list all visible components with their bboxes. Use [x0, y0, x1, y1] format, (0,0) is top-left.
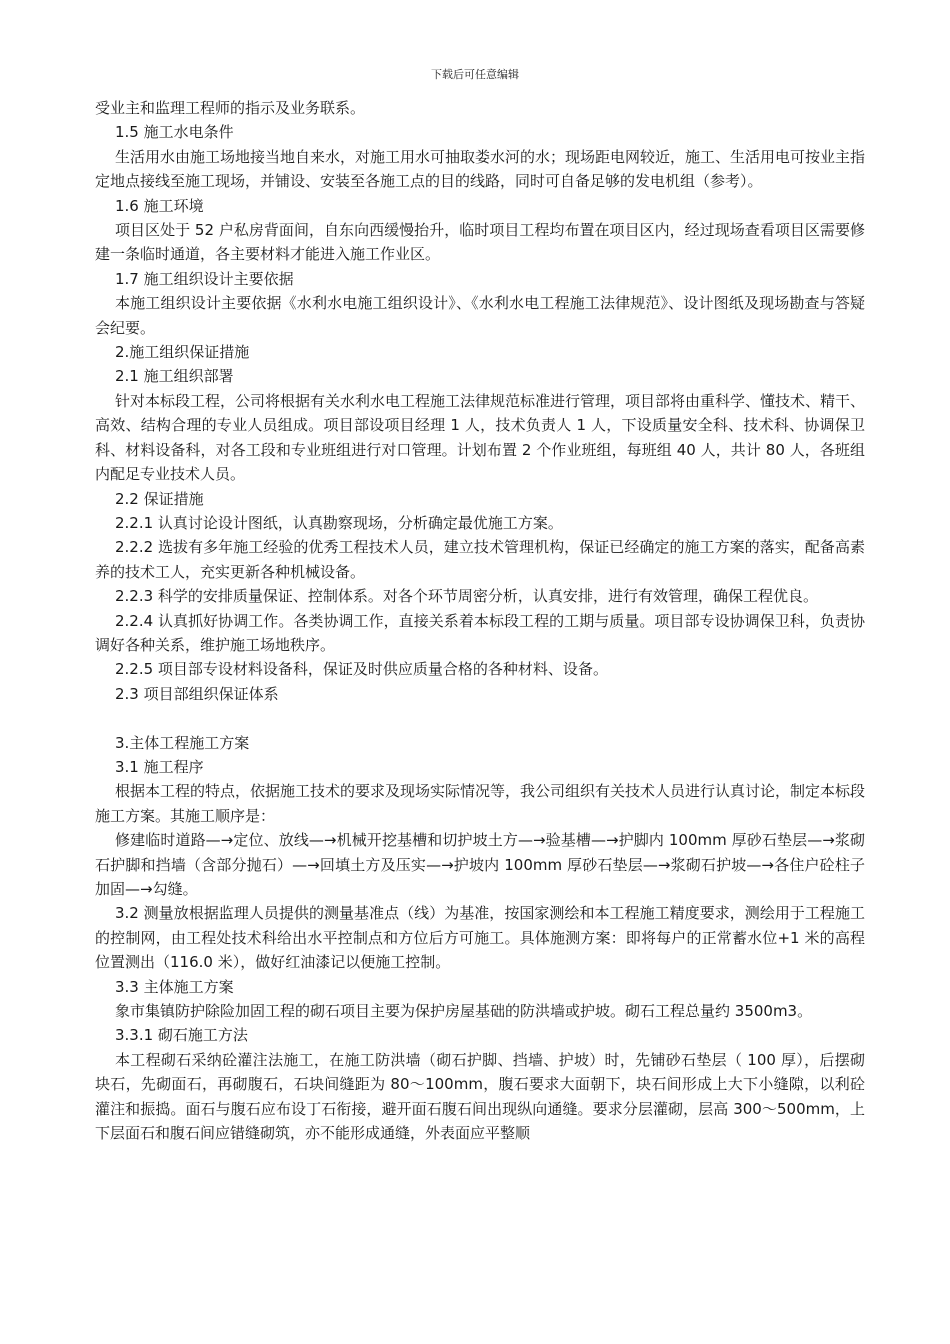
paragraph: 3.1 施工程序: [115, 757, 204, 776]
paragraph: 受业主和监理工程师的指示及业务联系。: [95, 99, 366, 117]
paragraph: 1.7 施工组织设计主要依据: [115, 269, 294, 288]
paragraph: 2.2.3 科学的安排质量保证、控制体系。对各个环节周密分析，认真安排，进行有效管理，确保工程优良。: [115, 587, 818, 606]
paragraph: 3.3 主体施工方案: [115, 977, 234, 996]
paragraph: 1.6 施工环境: [115, 196, 204, 215]
paragraph: 2.施工组织保证措施: [115, 343, 250, 362]
paragraph: 3.主体工程施工方案: [115, 733, 250, 752]
paragraph: 3.3.1 砌石施工方法: [115, 1026, 248, 1045]
paragraph: 2.2.2 选拔有多年施工经验的优秀工程技术人员，建立技术管理机构，保证已经确定的施工方案的落实，配备高素养的技术工人，充实更新各种机械设备。: [95, 538, 865, 581]
paragraph: 项目区处于 52 户私房背面间，自东向西缓慢抬升，临时项目工程均布置在项目区内，经过现场查看项目区需要修建一条临时通道，各主要材料才能进入施工作业区。: [95, 221, 865, 264]
paragraph: 3.2 测量放根据监理人员提供的测量基准点（线）为基准，按国家测绘和本工程施工精度要求，测绘用于工程施工的控制网，由工程处技术科给出水平控制点和方位后方可施工。具体施测方案：即将每户的正常蓄水位+1 米的高程位置测出（116.0 米），做好红油漆记以便施工控制。: [95, 904, 865, 972]
paragraph: 2.2.4 认真抓好协调工作。各类协调工作，直接关系着本标段工程的工期与质量。项目部专设协调保卫科，负责协调好各种关系，维护施工场地秩序。: [95, 611, 865, 654]
paragraph: 2.2.5 项目部专设材料设备科，保证及时供应质量合格的各种材料、设备。: [115, 660, 608, 679]
page-header: 下载后可任意编辑: [431, 68, 519, 81]
paragraph: 2.2.1 认真讨论设计图纸，认真勘察现场，分析确定最优施工方案。: [115, 513, 563, 532]
paragraph: 1.5 施工水电条件: [115, 123, 234, 142]
paragraph: 针对本标段工程，公司将根据有关水利水电工程施工法律规范标准进行管理，项目部将由重科学、懂技术、精干、高效、结构合理的专业人员组成。项目部设项目经理 1 人，技术负责人 1 人，下设质量安全科、技术科、协调保卫科、材料设备科，对各工段和专业班组进行对口管理。计划布置 2 个作业班组，每班组 40 人，共计 80 人，各班组内配足专业技术人员。: [95, 391, 866, 484]
paragraph: 根据本工程的特点，依据施工技术的要求及现场实际情况等，我公司组织有关技术人员进行认真讨论，制定本标段施工方案。其施工顺序是：: [95, 782, 866, 825]
document-body: [95, 96, 865, 1145]
blank-line: [95, 706, 865, 730]
paragraph: 象市集镇防护除险加固工程的砌石项目主要为保护房屋基础的防洪墙或护坡。砌石工程总量约 3500m3。: [115, 1002, 813, 1021]
paragraph: 2.1 施工组织部署: [115, 367, 234, 386]
paragraph: 本工程砌石采纳砼灌注法施工，在施工防洪墙（砌石护脚、挡墙、护坡）时，先铺砂石垫层（ 100 厚），后摆砌块石，先砌面石，再砌腹石，石块间缝距为 80～100mm，腹石要求大面朝下，块石间形成上大下小缝隙，以利砼灌注和振捣。面石与腹石应布设丁石衔接，避开面石腹石间出现纵向通缝。要求分层灌砌，层高 300～500mm，上下层面石和腹石间应错缝砌筑，亦不能形成通缝，外表面应平整顺: [95, 1050, 865, 1143]
paragraph: 生活用水由施工场地接当地自来水，对施工用水可抽取娄水河的水；现场距电网较近，施工、生活用电可按业主指定地点接线至施工现场，并铺设、安装至各施工点的目的线路，同时可自备足够的发电机组（参考）。: [95, 147, 866, 191]
paragraph: 本施工组织设计主要依据《水利水电施工组织设计》、《水利水电工程施工法律规范》、设计图纸及现场勘查与答疑会纪要。: [95, 294, 865, 337]
paragraph: 2.2 保证措施: [115, 489, 204, 508]
paragraph: 修建临时道路—→定位、放线—→机械开挖基槽和切护坡土方—→验基槽—→护脚内 100mm 厚砂石垫层—→浆砌石护脚和挡墙（含部分抛石）—→回填土方及压实—→护坡内 100mm 厚砂石垫层—→浆砌石护坡—→各住户砼柱子加固—→勾缝。: [95, 831, 865, 898]
paragraph: 2.3 项目部组织保证体系: [115, 684, 279, 703]
